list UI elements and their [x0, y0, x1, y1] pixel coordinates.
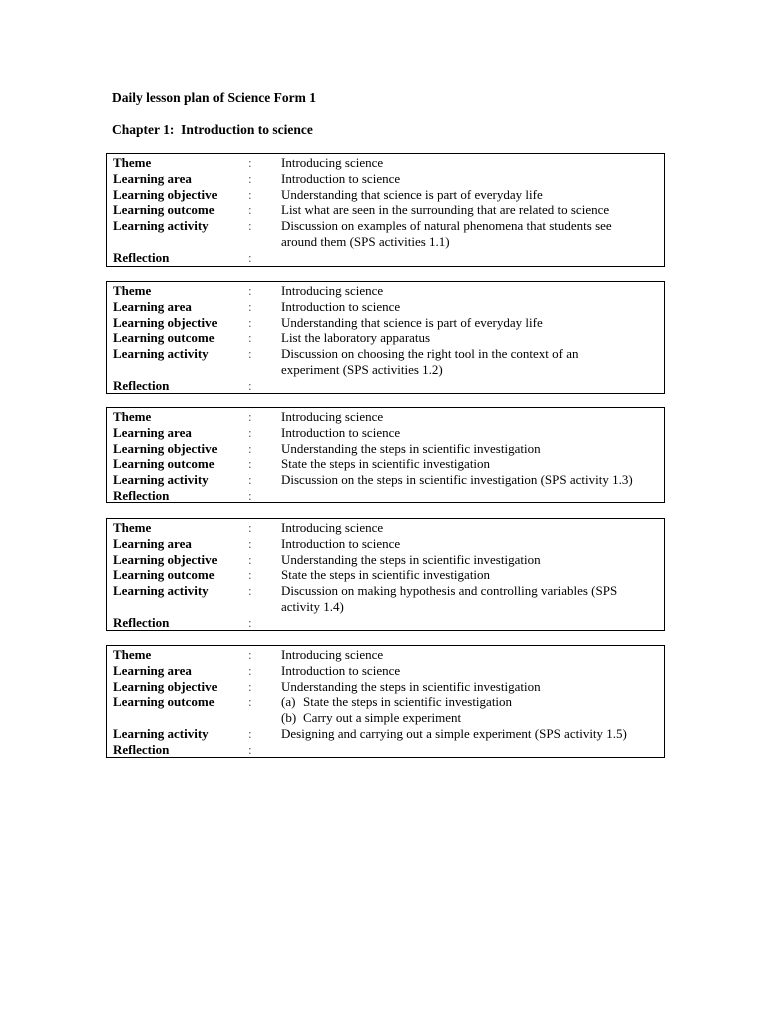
- outcome-text: State the steps in scientific investigation: [303, 694, 513, 710]
- learning-area-row: [113, 536, 660, 552]
- theme-label: Theme: [113, 520, 152, 535]
- theme-label: Theme: [113, 409, 152, 424]
- reflection-row: [113, 742, 660, 758]
- colon: :: [248, 218, 252, 234]
- learning-activity-row: [113, 472, 660, 488]
- learning-objective-value: Understanding that science is part of everyday life: [281, 314, 543, 330]
- learning-area-label: Learning area: [113, 170, 192, 186]
- learning-outcome-label: Learning outcome: [113, 456, 215, 472]
- learning-area-label: Learning area: [113, 535, 192, 551]
- learning-activity-label: Learning activity: [113, 218, 209, 234]
- learning-objective-value: Understanding the steps in scientific investigation: [281, 440, 541, 456]
- outcome-text: Carry out a simple experiment: [303, 710, 462, 726]
- colon: :: [248, 551, 252, 567]
- learning-area-value: Introduction to science: [281, 662, 401, 678]
- colon: :: [248, 314, 252, 330]
- lesson-plan-2: [106, 281, 665, 394]
- colon: :: [248, 440, 252, 456]
- learning-objective-value: Understanding that science is part of everyday life: [281, 186, 543, 202]
- colon: :: [248, 725, 252, 741]
- lesson-plan-3: [106, 407, 665, 503]
- learning-area-row: [113, 299, 660, 315]
- learning-activity-value: Designing and carrying out a simple experiment (SPS activity 1.5): [281, 725, 627, 741]
- reflection-label: Reflection: [113, 741, 170, 757]
- learning-outcome-value: List the laboratory apparatus: [281, 330, 431, 346]
- theme-label: Theme: [113, 283, 152, 298]
- colon: :: [248, 298, 252, 314]
- colon: :: [248, 678, 252, 694]
- learning-area-label: Learning area: [113, 662, 192, 678]
- reflection-label: Reflection: [113, 487, 170, 503]
- colon: :: [248, 377, 252, 393]
- learning-activity-value: [281, 583, 660, 615]
- colon: :: [248, 520, 252, 535]
- learning-area-row: [113, 663, 660, 679]
- reflection-label: Reflection: [113, 614, 170, 630]
- reflection-value: [281, 488, 660, 504]
- learning-area-value: Introduction to science: [281, 424, 401, 440]
- colon: :: [248, 614, 252, 630]
- reflection-row: [113, 250, 660, 266]
- colon: :: [248, 456, 252, 472]
- learning-objective-row: [113, 315, 660, 331]
- learning-objective-row: [113, 441, 660, 457]
- lesson-plan-1: [106, 153, 665, 267]
- learning-activity-line: activity 1.4): [281, 598, 344, 614]
- colon: :: [248, 487, 252, 503]
- theme-row: [113, 409, 660, 425]
- theme-label: Theme: [113, 155, 152, 170]
- learning-objective-row: [113, 552, 660, 568]
- learning-outcome-value: State the steps in scientific investigation: [281, 456, 491, 472]
- reflection-value: [281, 250, 660, 266]
- theme-value: Introducing science: [281, 520, 384, 535]
- colon: :: [248, 424, 252, 440]
- reflection-value: [281, 742, 660, 758]
- learning-objective-row: [113, 679, 660, 695]
- learning-outcome-label: Learning outcome: [113, 694, 215, 710]
- theme-label: Theme: [113, 647, 152, 662]
- theme-value: Introducing science: [281, 155, 384, 170]
- learning-activity-line: experiment (SPS activities 1.2): [281, 361, 443, 377]
- theme-row: [113, 155, 660, 171]
- learning-activity-value: [281, 218, 660, 250]
- learning-outcome-row: [113, 330, 660, 346]
- colon: :: [248, 694, 252, 710]
- reflection-label: Reflection: [113, 377, 170, 393]
- learning-outcome-label: Learning outcome: [113, 330, 215, 346]
- learning-activity-label: Learning activity: [113, 346, 209, 362]
- learning-objective-row: [113, 187, 660, 203]
- learning-activity-label: Learning activity: [113, 583, 209, 599]
- learning-activity-label: Learning activity: [113, 725, 209, 741]
- learning-area-value: Introduction to science: [281, 298, 401, 314]
- colon: :: [248, 330, 252, 346]
- colon: :: [248, 346, 252, 362]
- learning-activity-value: Discussion on the steps in scientific investigation (SPS activity 1.3): [281, 472, 633, 488]
- reflection-value: [281, 615, 660, 631]
- learning-activity-label: Learning activity: [113, 472, 209, 488]
- learning-objective-label: Learning objective: [113, 186, 218, 202]
- outcome-marker: (b): [281, 710, 297, 726]
- learning-area-row: [113, 171, 660, 187]
- colon: :: [248, 170, 252, 186]
- reflection-label: Reflection: [113, 249, 170, 265]
- colon: :: [248, 249, 252, 265]
- theme-row: [113, 520, 660, 536]
- colon: :: [248, 155, 252, 170]
- colon: :: [248, 741, 252, 757]
- learning-objective-value: Understanding the steps in scientific investigation: [281, 678, 541, 694]
- outcome-marker: (a): [281, 694, 296, 710]
- learning-activity-line: Discussion on examples of natural phenomena that students see: [281, 218, 612, 234]
- learning-objective-label: Learning objective: [113, 678, 218, 694]
- learning-outcome-row: [113, 202, 660, 218]
- learning-activity-line: around them (SPS activities 1.1): [281, 233, 450, 249]
- learning-activity-row: [113, 346, 660, 378]
- theme-value: Introducing science: [281, 283, 384, 298]
- learning-outcome-row: [113, 567, 660, 583]
- learning-outcome-value: List what are seen in the surrounding that are related to science: [281, 202, 610, 218]
- colon: :: [248, 647, 252, 662]
- lesson-plan-4: [106, 518, 665, 631]
- learning-outcome-row: [113, 694, 660, 726]
- theme-value: Introducing science: [281, 647, 384, 662]
- learning-area-label: Learning area: [113, 298, 192, 314]
- learning-activity-row: [113, 583, 660, 615]
- learning-activity-row: [113, 218, 660, 250]
- learning-area-value: Introduction to science: [281, 535, 401, 551]
- learning-activity-value: [281, 346, 660, 378]
- learning-objective-label: Learning objective: [113, 314, 218, 330]
- learning-outcome-label: Learning outcome: [113, 567, 215, 583]
- learning-outcome-value: [281, 694, 660, 726]
- theme-row: [113, 647, 660, 663]
- document-title: Daily lesson plan of Science Form 1: [112, 90, 316, 105]
- colon: :: [248, 535, 252, 551]
- outcome-item: [281, 710, 660, 726]
- learning-area-value: Introduction to science: [281, 170, 401, 186]
- learning-outcome-label: Learning outcome: [113, 202, 215, 218]
- colon: :: [248, 567, 252, 583]
- learning-activity-line: Discussion on choosing the right tool in the context of an: [281, 346, 579, 362]
- colon: :: [248, 283, 252, 298]
- colon: :: [248, 186, 252, 202]
- colon: :: [248, 202, 252, 218]
- reflection-row: [113, 615, 660, 631]
- theme-row: [113, 283, 660, 299]
- reflection-row: [113, 378, 660, 394]
- colon: :: [248, 662, 252, 678]
- learning-objective-label: Learning objective: [113, 440, 218, 456]
- learning-activity-row: [113, 726, 660, 742]
- learning-area-row: [113, 425, 660, 441]
- learning-outcome-value: State the steps in scientific investigation: [281, 567, 491, 583]
- learning-objective-value: Understanding the steps in scientific investigation: [281, 551, 541, 567]
- chapter-heading: Chapter 1: Introduction to science: [112, 122, 313, 137]
- colon: :: [248, 472, 252, 488]
- outcome-item: [281, 694, 660, 710]
- theme-value: Introducing science: [281, 409, 384, 424]
- learning-area-label: Learning area: [113, 424, 192, 440]
- colon: :: [248, 583, 252, 599]
- learning-outcome-row: [113, 456, 660, 472]
- learning-activity-line: Discussion on making hypothesis and controlling variables (SPS: [281, 583, 618, 599]
- reflection-row: [113, 488, 660, 504]
- learning-objective-label: Learning objective: [113, 551, 218, 567]
- reflection-value: [281, 378, 660, 394]
- lesson-plan-5: [106, 645, 665, 758]
- colon: :: [248, 409, 252, 424]
